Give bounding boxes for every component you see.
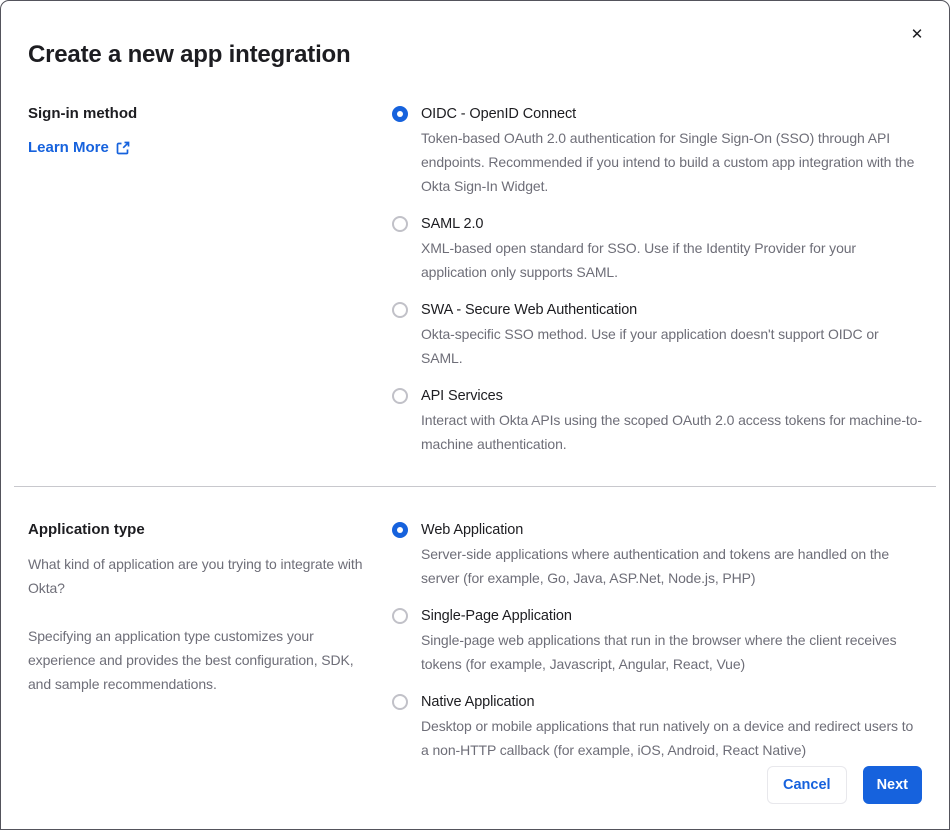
radio-option-label: SWA - Secure Web Authentication [421, 302, 638, 318]
cancel-button[interactable]: Cancel [767, 766, 847, 804]
application-type-section [28, 518, 922, 762]
radio-option[interactable] [392, 212, 922, 284]
radio-option-description: Okta-specific SSO method. Use if your application doesn't support OIDC or SAML. [421, 326, 879, 366]
radio-option-label: Single-Page Application [421, 608, 572, 624]
radio-option-description: Token-based OAuth 2.0 authentication for Single Sign-On (SSO) through API endpoints. Recommended if you intend to build a custom app integration with the Okta Sign-In Widget. [421, 130, 915, 194]
radio-option[interactable] [392, 384, 922, 456]
radio-button-icon[interactable] [392, 608, 408, 624]
section-divider [14, 486, 936, 487]
radio-option-description: Interact with Okta APIs using the scoped OAuth 2.0 access tokens for machine-to-machine authentication. [421, 412, 922, 452]
radio-option-label: OIDC - OpenID Connect [421, 106, 577, 122]
radio-option[interactable] [392, 102, 922, 198]
radio-option[interactable] [392, 604, 922, 676]
radio-button-icon[interactable] [392, 106, 408, 122]
radio-button-icon[interactable] [392, 216, 408, 232]
radio-button-icon[interactable] [392, 694, 408, 710]
signin-method-heading: Sign-in method [28, 105, 138, 122]
signin-method-options [392, 102, 922, 456]
dialog-title: Create a new app integration [28, 41, 351, 68]
radio-button-icon[interactable] [392, 302, 408, 318]
radio-option-description: Desktop or mobile applications that run natively on a device and redirect users to a non-HTTP callback (for example, iOS, Android, React Native) [421, 718, 914, 758]
learn-more-label: Learn More [28, 139, 109, 156]
signin-method-section [28, 102, 922, 456]
close-icon: ✕ [910, 26, 924, 43]
radio-option-label: Native Application [421, 694, 535, 710]
radio-option-description: XML-based open standard for SSO. Use if the Identity Provider for your application only supports SAML. [421, 240, 856, 280]
application-type-note: Specifying an application type customizes your experience and provides the best configuration, SDK, and sample recommendations. [28, 628, 354, 692]
application-type-options [392, 518, 922, 762]
radio-option-description: Single-page web applications that run in the browser where the client receives tokens (for example, Javascript, Angular, React, Vue) [421, 632, 897, 672]
next-button[interactable]: Next [863, 766, 922, 804]
radio-option-description: Server-side applications where authentication and tokens are handled on the server (for example, Go, Java, ASP.Net, Node.js, PHP) [421, 546, 890, 586]
external-link-icon [116, 141, 130, 155]
radio-option[interactable] [392, 518, 922, 590]
application-type-heading: Application type [28, 521, 145, 538]
radio-option-label: SAML 2.0 [421, 216, 484, 232]
learn-more-link[interactable] [28, 136, 130, 160]
close-button[interactable] [903, 21, 931, 49]
radio-option-label: API Services [421, 388, 503, 404]
radio-button-icon[interactable] [392, 388, 408, 404]
modal-footer [767, 766, 922, 804]
radio-option-label: Web Application [421, 522, 524, 538]
radio-button-icon[interactable] [392, 522, 408, 538]
radio-option[interactable] [392, 298, 922, 370]
radio-option[interactable] [392, 690, 922, 762]
application-type-question: What kind of application are you trying to integrate with Okta? [28, 556, 363, 596]
